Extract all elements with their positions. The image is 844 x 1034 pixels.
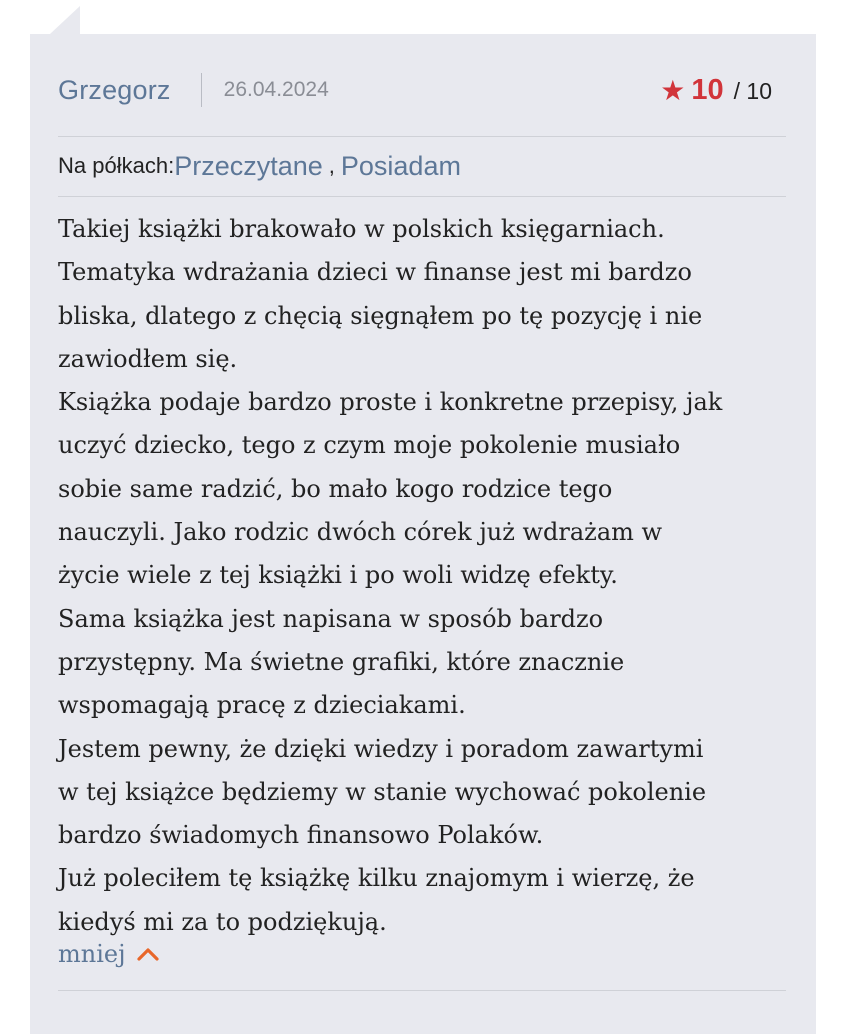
review-line: bardzo świadomych finansowo Polaków. [58,821,544,850]
review-line: w tej książce będziemy w stanie wychować pokolenie [58,777,707,806]
review-line: zawiodłem się. [58,344,238,373]
rating [660,73,772,107]
header-divider [58,136,786,137]
star-icon: ★ [660,75,686,106]
review-line: Już poleciłem tę książkę kilku znajomym i wierzę, że [58,864,695,893]
shelf-link-przeczytane[interactable]: Przeczytane [174,150,323,181]
review-line: wspomagają pracę z dzieciakami. [58,691,466,720]
shelf-separator: , [328,153,335,178]
review-line: Książka podaje bardzo proste i konkretne przepisy, jak [58,388,723,417]
rating-max: / 10 [733,78,772,104]
review-line: życie wiele z tej książki i po woli widzę efekty. [58,561,618,590]
footer-divider [58,990,786,991]
review-line: Tematyka wdrażania dzieci w finanse jest mi bardzo [58,258,692,287]
shelves-row [58,148,786,184]
shelves-divider [58,196,786,197]
review-line: Takiej książki brakowało w polskich księgarniach. [58,215,665,243]
speech-bubble-notch [50,6,82,36]
review-header [58,72,786,108]
show-less-button[interactable] [58,940,160,968]
review-line: przystępny. Ma świetne grafiki, które znacznie [58,647,625,676]
review-line: kiedyś mi za to podziękują. [58,907,387,936]
chevron-up-icon [136,944,160,964]
show-less-label: mniej [58,940,126,968]
shelf-link-posiadam[interactable]: Posiadam [340,150,461,181]
header-separator [201,73,202,107]
review-line: nauczyli. Jako rodzic dwóch córek już wdrażam w [58,518,663,547]
review-text [58,208,798,944]
review-line: bliska, dlatego z chęcią sięgnąłem po tę pozycję i nie [58,301,703,330]
review-date: 26.04.2024 [223,78,329,101]
review-line: Sama książka jest napisana w sposób bardzo [58,604,604,633]
review-card [30,34,816,1034]
review-line: uczyć dziecko, tego z czym moje pokolenie musiało [58,431,681,460]
review-line: Jestem pewny, że dzięki wiedzy i poradom zawartymi [58,734,704,763]
review-line: sobie same radzić, bo mało kogo rodzice tego [58,474,613,503]
shelves-label: Na półkach: [58,153,175,178]
rating-value: 10 [691,74,724,106]
author-name[interactable]: Grzegorz [58,74,171,105]
